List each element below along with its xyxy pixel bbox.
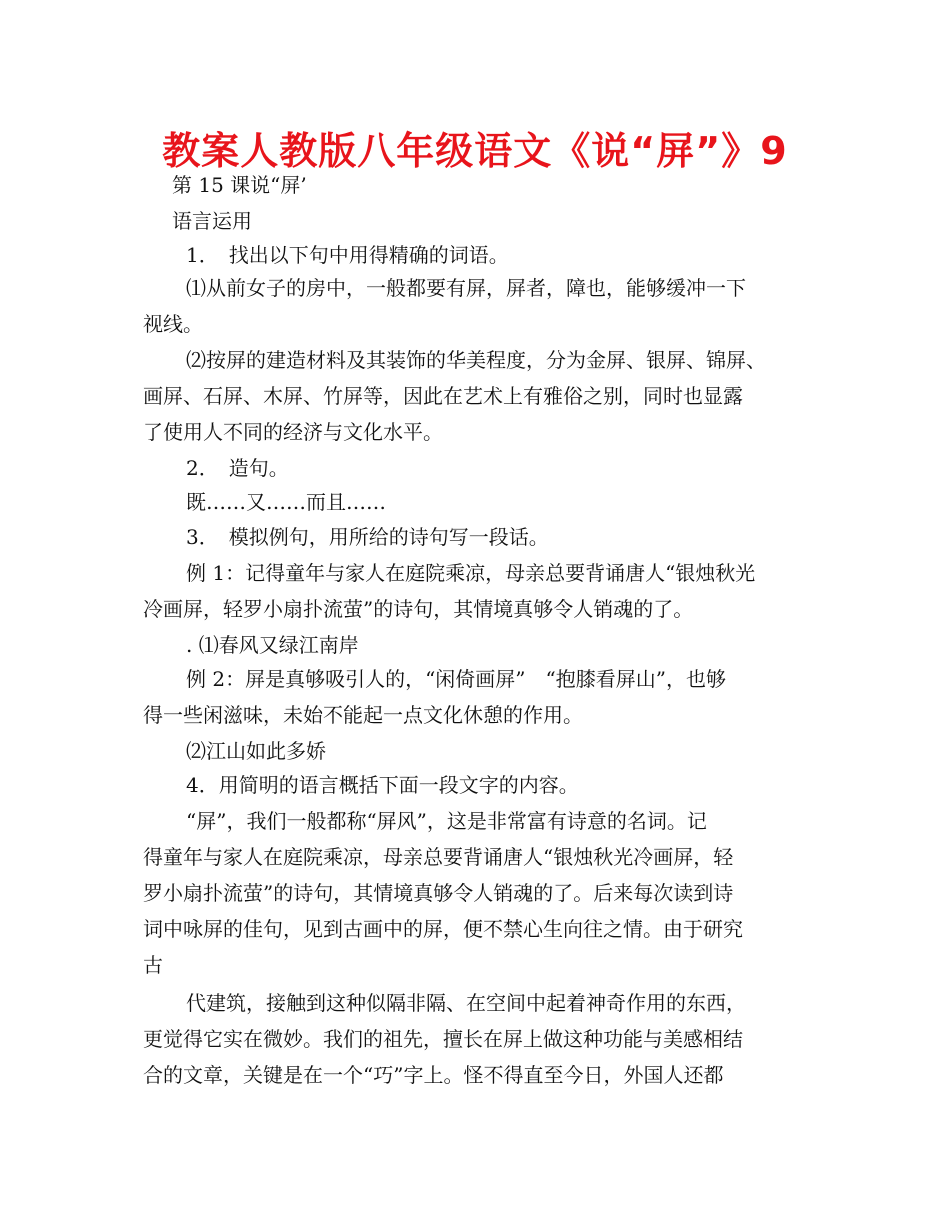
paragraph-line: 冷画屏，轻罗小扇扑流萤”的诗句，其情境真够令人销魂的了。 — [143, 597, 694, 621]
paragraph-line: 合的文章，关键是在一个“巧”字上。怪不得直至今日，外国人还都 — [143, 1063, 724, 1087]
section-heading: 语言运用 — [172, 209, 252, 233]
paragraph-line: 更觉得它实在微妙。我们的祖先，擅长在屏上做这种功能与美感相结 — [143, 1027, 743, 1051]
paragraph-line: 例 2：屏是真够吸引人的，“闲倚画屏” “抱膝看屏山”，也够 — [186, 667, 726, 691]
question-1: 1． 找出以下句中用得精确的词语。 — [186, 243, 509, 267]
question-4: 4．用简明的语言概括下面一段文字的内容。 — [186, 773, 579, 797]
paragraph-line: . ⑴春风又绿江南岸 — [186, 633, 359, 657]
paragraph-line: 例 1：记得童年与家人在庭院乘凉，母亲总要背诵唐人“银烛秋光 — [186, 561, 756, 585]
lesson-heading: 第 15 课说“屏’ — [172, 173, 307, 197]
paragraph-line: 代建筑，接触到这种似隔非隔、在空间中起着神奇作用的东西， — [186, 991, 746, 1015]
paragraph-line: 罗小扇扑流萤”的诗句，其情境真够令人销魂的了。后来每次读到诗 — [143, 881, 734, 905]
paragraph-line: 词中咏屏的佳句，见到古画中的屏，便不禁心生向往之情。由于研究 — [143, 917, 743, 941]
paragraph-line: 古 — [143, 953, 163, 977]
paragraph-line: ⑵按屏的建造材料及其装饰的华美程度，分为金屏、银屏、锦屏、 — [186, 348, 766, 372]
paragraph-line: 画屏、石屏、木屏、竹屏等，因此在艺术上有雅俗之别，同时也显露 — [143, 384, 743, 408]
paragraph-line: ⑴从前女子的房中，一般都要有屏，屏者，障也，能够缓冲一下 — [186, 276, 746, 300]
paragraph-line: 得童年与家人在庭院乘凉，母亲总要背诵唐人“银烛秋光冷画屏，轻 — [143, 845, 734, 869]
paragraph-line: 既……又……而且…… — [186, 490, 386, 514]
paragraph-line: ⑵江山如此多娇 — [186, 739, 326, 763]
paragraph-line: 得一些闲滋味，未始不能起一点文化休憩的作用。 — [143, 703, 583, 727]
question-2: 2． 造句。 — [186, 456, 289, 480]
paragraph-line: 视线。 — [143, 312, 203, 336]
question-3: 3． 模拟例句，用所给的诗句写一段话。 — [186, 525, 549, 549]
paragraph-line: “屏”，我们一般都称“屏风”，这是非常富有诗意的名词。记 — [186, 809, 707, 833]
document-title: 教案人教版八年级语文《说“屏”》9 — [162, 129, 788, 173]
paragraph-line: 了使用人不同的经济与文化水平。 — [143, 420, 443, 444]
